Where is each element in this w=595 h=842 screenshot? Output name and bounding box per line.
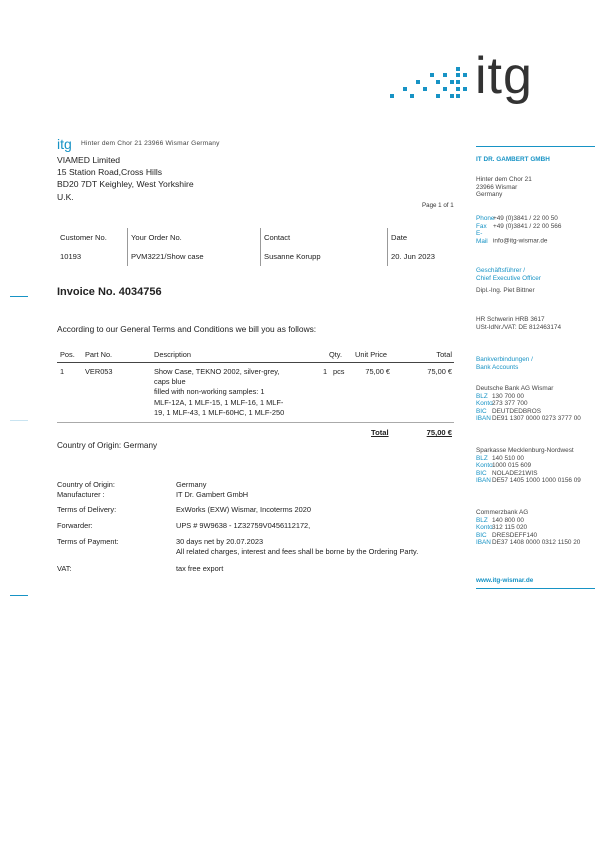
customer-no-label: Customer No. — [60, 233, 107, 242]
sidebar-address-line: Hinter dem Chor 21 — [476, 176, 532, 183]
item-desc-line: filled with non-working samples: 1 — [154, 387, 265, 397]
recipient-line: VIAMED Limited — [57, 155, 121, 165]
item-pos: 1 — [60, 367, 65, 376]
bank-value: DEUTDEDBROS — [492, 407, 542, 415]
fold-mark — [10, 420, 28, 421]
small-logo: itg — [57, 136, 72, 152]
sidebar-top-rule — [476, 146, 595, 147]
bank-value: 140 800 00 — [492, 516, 524, 524]
total-value: 75,00 € — [426, 428, 452, 437]
detail-value: tax free export — [176, 564, 224, 573]
recipient-line: 15 Station Road,Cross Hills — [57, 167, 163, 178]
bank-block — [476, 509, 580, 547]
register-line: HR Schwerin HRB 3617 — [476, 316, 545, 323]
bank-name: Sparkasse Mecklenburg-Nordwest — [476, 447, 574, 454]
table-footer-rule — [57, 422, 454, 423]
md-heading-line: Geschäftsführer / — [476, 267, 526, 274]
bank-key: IBAN — [476, 415, 491, 423]
bank-key: IBAN — [476, 539, 491, 547]
bank-value: 273 377 700 — [492, 400, 528, 408]
recipient-line: U.K. — [57, 191, 74, 202]
date-value: 20. Jun 2023 — [388, 247, 455, 266]
date-label: Date — [388, 228, 455, 247]
detail-label: Terms of Payment: — [57, 537, 119, 546]
sidebar-address-line: 23966 Wismar — [476, 183, 518, 191]
contact-value: Susanne Korupp — [261, 247, 388, 266]
detail-value: Germany — [176, 480, 207, 489]
item-total: 75,00 € — [427, 367, 452, 376]
detail-value: IT Dr. Gambert GmbH — [176, 490, 249, 499]
sender-address-line: Hinter dem Chor 21 23966 Wismar Germany — [81, 140, 220, 147]
bank-value: NOLADE21WIS — [492, 469, 538, 477]
bank-heading — [476, 356, 533, 371]
detail-label: Country of Origin: — [57, 480, 115, 489]
detail-value: 30 days net by 20.07.2023 — [176, 537, 264, 546]
bank-key: Konto — [476, 462, 493, 470]
bank-value: 312 115 020 — [492, 524, 528, 532]
recipient-line: BD20 7DT Keighley, West Yorkshire — [57, 179, 194, 190]
recipient-address — [57, 154, 194, 203]
total-label: Total — [371, 428, 389, 437]
bank-value: 130 700 00 — [492, 392, 524, 400]
item-desc-line: caps blue — [154, 377, 186, 387]
bank-name: Deutsche Bank AG Wismar — [476, 385, 554, 392]
detail-value: UPS # 9W9638 - 1Z32759V0456112172, — [176, 521, 311, 530]
email-link[interactable]: info@itg-wismar.de — [493, 237, 548, 245]
item-part-no: VER053 — [85, 367, 113, 376]
bank-heading-line: Bank Accounts — [476, 363, 519, 371]
company-logo-text: itg — [475, 47, 533, 105]
bank-value: DE57 1405 1000 1000 0156 09 — [492, 477, 581, 485]
logo-dot-mark — [390, 67, 468, 102]
bank-key: BIC — [476, 469, 487, 477]
sidebar-bottom-rule — [476, 588, 595, 589]
bank-name: Commerzbank AG — [476, 509, 529, 516]
detail-value: ExWorks (EXW) Wismar, Incoterms 2020 — [176, 505, 311, 514]
bank-block — [476, 385, 581, 423]
contact-label: Contact — [261, 228, 388, 247]
col-part: Part No. — [85, 350, 113, 359]
sidebar-contact — [476, 215, 561, 245]
item-description — [154, 367, 314, 418]
bank-value: 1000 015 609 — [492, 462, 532, 470]
bank-key: BIC — [476, 531, 487, 539]
item-qty: 1 — [323, 367, 328, 376]
order-no-label: Your Order No. — [128, 228, 261, 247]
fold-mark — [10, 595, 28, 596]
col-unit-price: Unit Price — [355, 350, 388, 359]
item-unit: pcs — [333, 367, 345, 376]
order-no-value: PVM3221/Show case — [128, 247, 261, 266]
bank-key: IBAN — [476, 477, 491, 485]
order-info-table — [57, 228, 454, 266]
bank-key: Konto — [476, 524, 493, 532]
sidebar-address — [476, 176, 532, 199]
invoice-title: Invoice No. 4034756 — [57, 286, 162, 298]
bank-key: BIC — [476, 407, 487, 415]
customer-no-value: 10193 — [60, 252, 82, 261]
intro-text: According to our General Terms and Conditions we bill you as follows: — [57, 324, 317, 334]
detail-value: All related charges, interest and fees shall be borne by the Ordering Party. — [176, 547, 419, 556]
bank-key: Konto — [476, 400, 493, 408]
bank-value: DE91 1307 0000 0273 3777 00 — [492, 415, 581, 423]
phone-value: +49 (0)3841 / 22 00 50 — [493, 215, 558, 222]
register-line: USt-IdNr./VAT: DE 812463174 — [476, 323, 562, 331]
fold-mark — [10, 296, 28, 297]
md-heading — [476, 267, 541, 282]
col-qty: Qty. — [329, 350, 343, 359]
bank-block — [476, 447, 581, 485]
register-info — [476, 316, 561, 331]
bank-key: BLZ — [476, 516, 488, 524]
page-indicator: Page 1 of 1 — [422, 202, 454, 209]
bank-key: BLZ — [476, 454, 488, 462]
origin-line: Country of Origin: Germany — [57, 441, 158, 450]
detail-label: Manufacturer : — [57, 490, 105, 499]
fax-value: +49 (0)3841 / 22 00 566 — [493, 222, 562, 230]
table-header-rule — [57, 362, 454, 363]
sidebar-company-name: IT DR. GAMBERT GMBH — [476, 156, 550, 163]
fax-key: Fax — [476, 222, 487, 230]
bank-key: BLZ — [476, 392, 488, 400]
item-unit-price: 75,00 € — [365, 367, 390, 376]
detail-label: VAT: — [57, 564, 72, 573]
md-name: Dipl.-Ing. Piet Bittner — [476, 287, 535, 294]
sidebar-address-line: Germany — [476, 191, 503, 199]
bank-value: 140 510 00 — [492, 454, 524, 462]
item-desc-line: Show Case, TEKNO 2002, silver-grey, — [154, 367, 280, 376]
item-desc-line: 19, 1 MLF-43, 1 MLF-60HC, 1 MLF-250 — [154, 407, 285, 417]
bank-value: DRESDEFF140 — [492, 531, 538, 539]
col-total: Total — [436, 350, 452, 359]
bank-value: DE37 1408 0000 0312 1150 20 — [492, 539, 581, 547]
email-key: E-Mail — [476, 230, 488, 245]
col-pos: Pos. — [60, 350, 75, 359]
website-link[interactable]: www.itg-wismar.de — [476, 577, 534, 584]
detail-label: Terms of Delivery: — [57, 505, 117, 514]
phone-key: Phone — [476, 215, 495, 222]
col-desc: Description — [154, 350, 191, 359]
item-desc-line: MLF-12A, 1 MLF-15, 1 MLF-16, 1 MLF- — [154, 397, 284, 407]
bank-heading-line: Bankverbindungen / — [476, 356, 533, 363]
md-heading-line: Chief Executive Officer — [476, 274, 541, 282]
detail-label: Forwarder: — [57, 521, 93, 530]
